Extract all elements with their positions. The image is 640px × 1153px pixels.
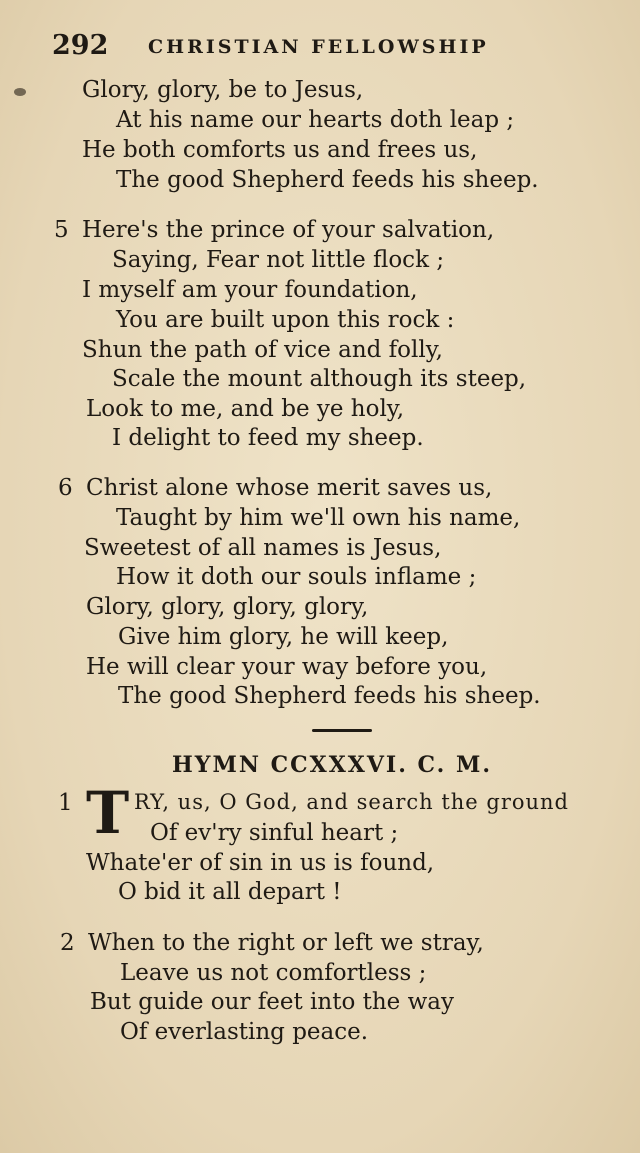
section-divider [312, 729, 372, 732]
running-title: CHRISTIAN FELLOWSHIP [148, 36, 489, 58]
verse-line: O bid it all depart ! [118, 879, 342, 905]
verse-line: Here's the prince of your salvation, [82, 217, 495, 243]
page-number: 292 [52, 30, 109, 61]
hymn-title: HYMN CCXXXVI. C. M. [172, 752, 492, 778]
verse-line: RY, us, O God, and search the ground [134, 790, 569, 814]
verse-line: Sweetest of all names is Jesus, [84, 535, 442, 561]
page-header [52, 30, 550, 66]
verse-line: He will clear your way before you, [86, 654, 488, 680]
verse-line: Taught by him we'll own his name, [116, 505, 521, 531]
verse-number: 6 [58, 475, 73, 501]
verse-line: Give him glory, he will keep, [118, 624, 449, 650]
verse-line: Shun the path of vice and folly, [82, 337, 443, 363]
verse-line: Saying, Fear not little flock ; [112, 247, 445, 273]
verse-line: The good Shepherd feeds his sheep. [116, 167, 539, 193]
verse-number: 5 [54, 217, 69, 243]
verse-number: 1 [58, 790, 73, 816]
verse-line: I delight to feed my sheep. [112, 425, 424, 451]
verse-line: Glory, glory, be to Jesus, [82, 77, 364, 103]
verse-line: You are built upon this rock : [116, 307, 455, 333]
verse-line: Of ev'ry sinful heart ; [150, 820, 399, 846]
verse-line: Leave us not comfortless ; [120, 960, 427, 986]
ink-blot-mark [14, 88, 26, 96]
verse-line: When to the right or left we stray, [88, 930, 484, 956]
verse-line: Christ alone whose merit saves us, [86, 475, 493, 501]
verse-line: Of everlasting peace. [120, 1019, 369, 1045]
verse-line: Whate'er of sin in us is found, [86, 850, 435, 876]
verse-line: But guide our feet into the way [90, 989, 455, 1015]
verse-line: Look to me, and be ye holy, [86, 396, 405, 422]
verse-line: How it doth our souls inflame ; [116, 564, 477, 590]
drop-cap: T [86, 779, 130, 847]
verse-line: The good Shepherd feeds his sheep. [118, 683, 541, 709]
verse-line: I myself am your foundation, [82, 277, 418, 303]
verse-line: Scale the mount although its steep, [112, 366, 527, 392]
verse-line: Glory, glory, glory, glory, [86, 594, 369, 620]
verse-line: At his name our hearts doth leap ; [116, 107, 515, 133]
verse-number: 2 [60, 930, 75, 956]
verse-line: He both comforts us and frees us, [82, 137, 478, 163]
